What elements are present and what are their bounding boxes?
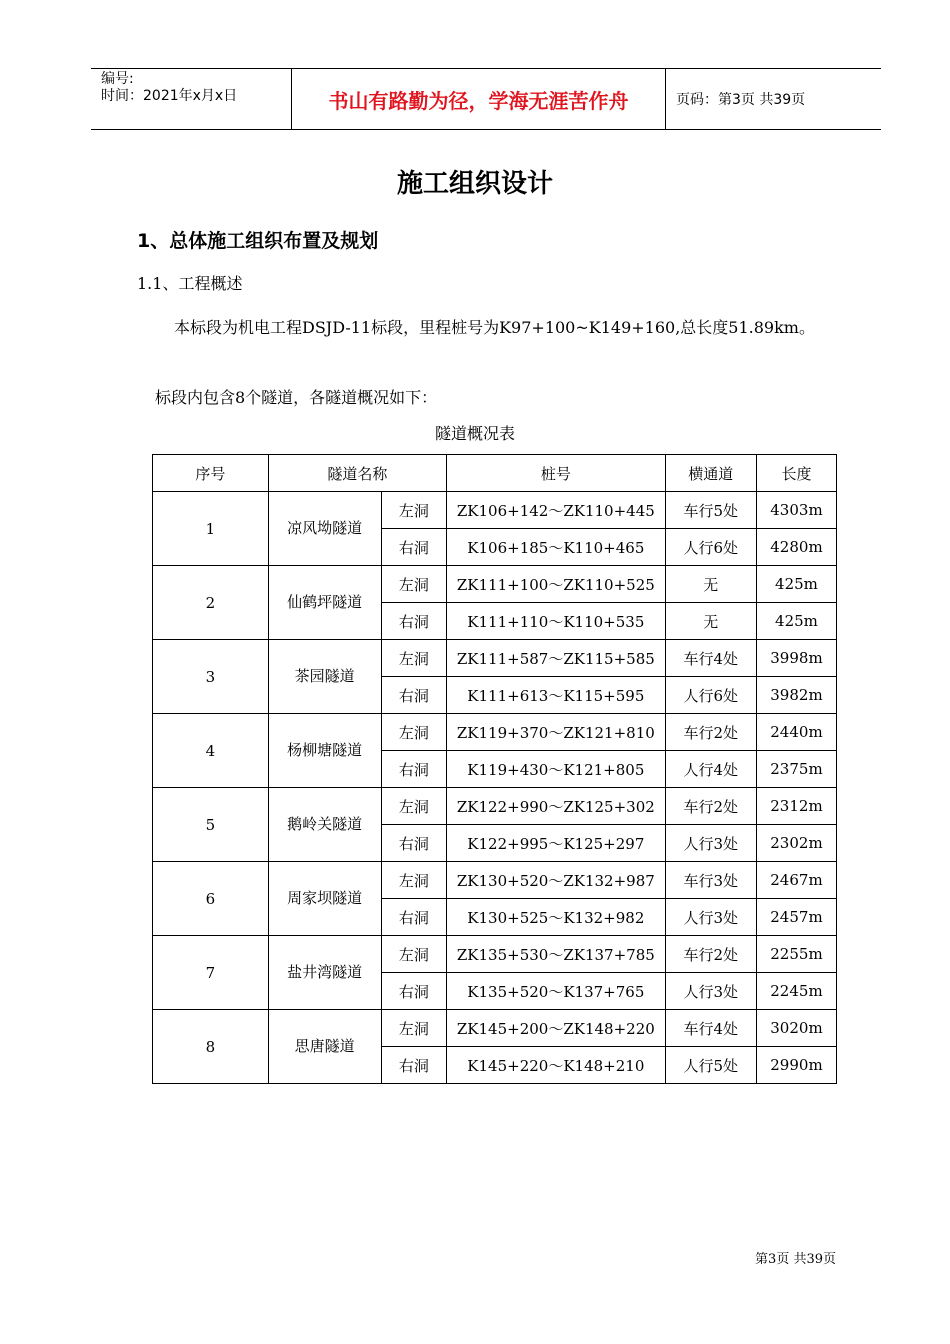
cell-tunnel-name: 鹅岭关隧道 [268, 788, 381, 862]
cell-no: 2 [153, 566, 269, 640]
table-caption: 隧道概况表 [434, 424, 515, 443]
header-length: 长度 [756, 455, 836, 492]
cell-stake: ZK111+587～ZK115+585 [447, 640, 666, 677]
cell-no: 6 [153, 862, 269, 936]
tunnel-overview-table [152, 454, 837, 1084]
cell-tunnel-name: 杨柳塘隧道 [268, 714, 381, 788]
cell-side: 右洞 [381, 899, 446, 936]
cell-side: 左洞 [381, 1010, 446, 1047]
cell-cross-passage: 人行5处 [665, 1047, 756, 1084]
cell-cross-passage: 车行4处 [665, 640, 756, 677]
cell-stake: ZK111+100～ZK110+525 [447, 566, 666, 603]
cell-side: 右洞 [381, 751, 446, 788]
cell-length: 2467m [756, 862, 836, 899]
cell-length: 2457m [756, 899, 836, 936]
cell-stake: ZK122+990～ZK125+302 [447, 788, 666, 825]
header-stake: 桩号 [447, 455, 666, 492]
cell-no: 1 [153, 492, 269, 566]
cell-cross-passage: 车行2处 [665, 788, 756, 825]
cell-cross-passage: 车行2处 [665, 936, 756, 973]
cell-stake: ZK106+142～ZK110+445 [447, 492, 666, 529]
header-meta [91, 69, 292, 129]
cell-stake: ZK145+200～ZK148+220 [447, 1010, 666, 1047]
cell-stake: ZK135+530～ZK137+785 [447, 936, 666, 973]
cell-cross-passage: 人行4处 [665, 751, 756, 788]
header-name: 隧道名称 [268, 455, 446, 492]
cell-side: 右洞 [381, 1047, 446, 1084]
document-title: 施工组织设计 [396, 169, 553, 199]
cell-cross-passage: 车行4处 [665, 1010, 756, 1047]
cell-no: 8 [153, 1010, 269, 1084]
tunnel-intro-paragraph: 标段内包含8个隧道，各隧道概况如下： [155, 388, 438, 407]
cell-length: 2255m [756, 936, 836, 973]
cell-length: 3982m [756, 677, 836, 714]
cell-cross-passage: 人行3处 [665, 973, 756, 1010]
cell-cross-passage: 车行3处 [665, 862, 756, 899]
cell-tunnel-name: 凉风坳隧道 [268, 492, 381, 566]
cell-tunnel-name: 盐井湾隧道 [268, 936, 381, 1010]
cell-cross-passage: 人行6处 [665, 677, 756, 714]
table-row [153, 640, 837, 677]
cell-side: 左洞 [381, 862, 446, 899]
header-cross: 横通道 [665, 455, 756, 492]
cell-side: 右洞 [381, 973, 446, 1010]
header-motto: 书山有路勤为径，学海无涯苦作舟 [292, 69, 666, 129]
cell-stake: K111+110～K110+535 [447, 603, 666, 640]
cell-cross-passage: 人行3处 [665, 899, 756, 936]
cell-length: 3020m [756, 1010, 836, 1047]
cell-cross-passage: 人行3处 [665, 825, 756, 862]
cell-cross-passage: 无 [665, 603, 756, 640]
cell-side: 右洞 [381, 825, 446, 862]
table-row [153, 862, 837, 899]
table-row [153, 788, 837, 825]
cell-stake: ZK130+520～ZK132+987 [447, 862, 666, 899]
cell-cross-passage: 车行2处 [665, 714, 756, 751]
section-heading-1-1: 1.1、工程概述 [137, 274, 243, 293]
overview-paragraph: 本标段为机电工程DSJD-11标段，里程桩号为K97+100~K149+160,总长度51.89km。 [174, 318, 815, 337]
cell-length: 3998m [756, 640, 836, 677]
cell-cross-passage: 车行5处 [665, 492, 756, 529]
cell-no: 5 [153, 788, 269, 862]
cell-tunnel-name: 茶园隧道 [268, 640, 381, 714]
cell-side: 左洞 [381, 936, 446, 973]
cell-no: 3 [153, 640, 269, 714]
cell-length: 2302m [756, 825, 836, 862]
header-time: 时间：2021年x月x日 [101, 88, 238, 104]
table-row [153, 936, 837, 973]
cell-side: 左洞 [381, 788, 446, 825]
cell-stake: K119+430～K121+805 [447, 751, 666, 788]
cell-side: 右洞 [381, 603, 446, 640]
table-row [153, 566, 837, 603]
cell-side: 右洞 [381, 677, 446, 714]
header-no: 序号 [153, 455, 269, 492]
cell-length: 2312m [756, 788, 836, 825]
cell-no: 7 [153, 936, 269, 1010]
cell-side: 左洞 [381, 714, 446, 751]
table-row [153, 492, 837, 529]
cell-side: 左洞 [381, 640, 446, 677]
cell-cross-passage: 人行6处 [665, 529, 756, 566]
cell-tunnel-name: 仙鹤坪隧道 [268, 566, 381, 640]
page-footer: 第3页 共39页 [755, 1252, 836, 1267]
header-page-number: 页码：第3页 共39页 [676, 92, 806, 108]
cell-side: 右洞 [381, 529, 446, 566]
cell-stake: K145+220～K148+210 [447, 1047, 666, 1084]
table-header-row [153, 455, 837, 492]
cell-side: 左洞 [381, 492, 446, 529]
table-row [153, 714, 837, 751]
cell-length: 425m [756, 603, 836, 640]
cell-tunnel-name: 思唐隧道 [268, 1010, 381, 1084]
table-row [153, 1010, 837, 1047]
cell-length: 2990m [756, 1047, 836, 1084]
header-number: 编号: [101, 71, 134, 87]
cell-side: 左洞 [381, 566, 446, 603]
cell-stake: K122+995～K125+297 [447, 825, 666, 862]
page-header [91, 68, 881, 130]
cell-no: 4 [153, 714, 269, 788]
section-heading-1: 1、总体施工组织布置及规划 [137, 230, 379, 252]
cell-tunnel-name: 周家坝隧道 [268, 862, 381, 936]
cell-length: 2440m [756, 714, 836, 751]
cell-stake: K111+613～K115+595 [447, 677, 666, 714]
table-body [153, 492, 837, 1084]
cell-stake: K130+525～K132+982 [447, 899, 666, 936]
cell-stake: K135+520～K137+765 [447, 973, 666, 1010]
cell-length: 425m [756, 566, 836, 603]
cell-stake: K106+185～K110+465 [447, 529, 666, 566]
cell-length: 4280m [756, 529, 836, 566]
cell-length: 4303m [756, 492, 836, 529]
cell-length: 2245m [756, 973, 836, 1010]
cell-cross-passage: 无 [665, 566, 756, 603]
cell-stake: ZK119+370～ZK121+810 [447, 714, 666, 751]
cell-length: 2375m [756, 751, 836, 788]
